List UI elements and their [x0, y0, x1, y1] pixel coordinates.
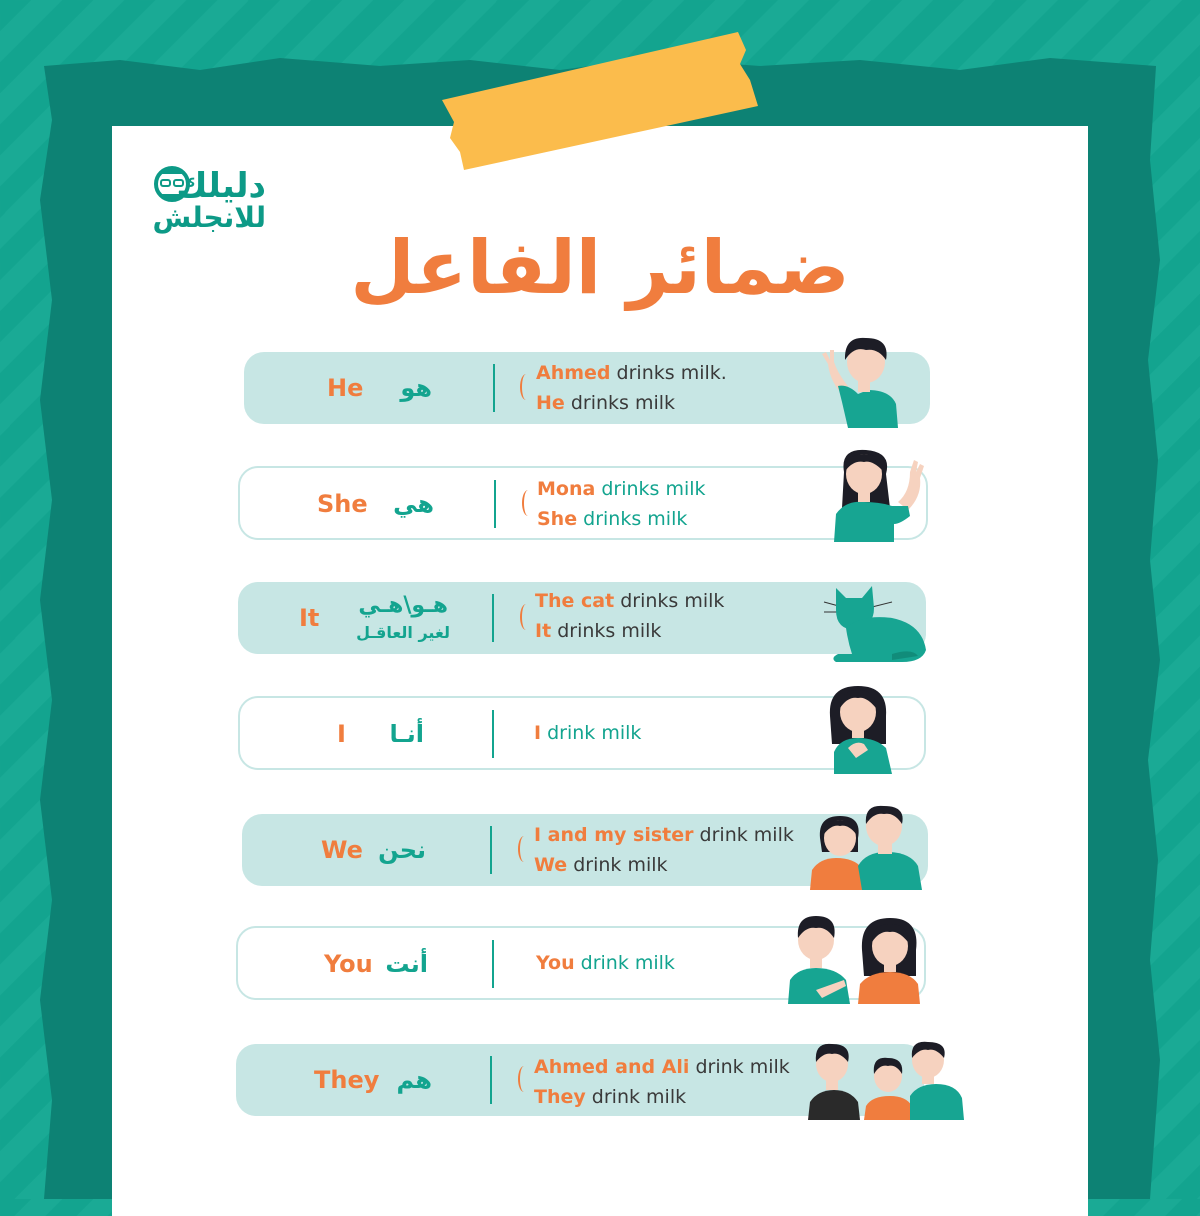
- pronoun-en: She: [317, 490, 368, 518]
- pronoun-ar: هي: [393, 490, 434, 518]
- example-line-1: The cat drinks milk: [535, 590, 725, 612]
- example-line-2: He drinks milk: [536, 392, 676, 414]
- pronoun-en: It: [299, 604, 320, 632]
- pronoun-en: They: [314, 1066, 380, 1094]
- logo: [152, 166, 266, 234]
- example-line-1: I drink milk: [534, 722, 642, 744]
- row-she: [238, 466, 928, 540]
- logo-line-1: دليلك: [176, 166, 266, 206]
- tape-strip: [440, 30, 760, 170]
- example-line-1: Mona drinks milk: [537, 478, 706, 500]
- example-line-2: She drinks milk: [537, 508, 688, 530]
- pronoun-ar: أنـا: [389, 720, 424, 748]
- pronoun-ar: أنت: [385, 950, 428, 978]
- example-line-2: It drinks milk: [535, 620, 662, 642]
- pronoun-ar: هـو\هـي: [358, 593, 448, 618]
- boy-waving-illustration: [818, 334, 908, 428]
- girl-and-boy-illustration: [806, 802, 926, 890]
- girl-waving-illustration: [830, 448, 930, 542]
- pronoun-ar: هو: [400, 374, 432, 402]
- three-boys-illustration: [806, 1040, 966, 1120]
- pronoun-ar-note: لغير العاقـل: [356, 623, 450, 642]
- bracket-icon: [520, 604, 532, 630]
- cat-illustration: [822, 584, 928, 664]
- divider: [492, 594, 494, 642]
- divider: [494, 480, 496, 528]
- pronoun-en: I: [337, 720, 346, 748]
- boy-pointing-and-girl-illustration: [786, 910, 922, 1004]
- row-i: [238, 696, 926, 770]
- example-line-1: Ahmed and Ali drink milk: [534, 1056, 790, 1078]
- divider: [492, 710, 494, 758]
- pronoun-ar: هم: [396, 1066, 432, 1094]
- bracket-icon: [518, 1066, 530, 1092]
- example-line-2: They drink milk: [534, 1086, 687, 1108]
- divider: [492, 940, 494, 988]
- example-line-1: I and my sister drink milk: [534, 824, 794, 846]
- example-line-1: You drink milk: [536, 952, 675, 974]
- logo-line-2: للانجلش: [152, 201, 266, 234]
- pronoun-en: He: [327, 374, 364, 402]
- pronoun-ar: نحن: [378, 836, 426, 864]
- example-line-2: We drink milk: [534, 854, 668, 876]
- bracket-icon: [518, 836, 530, 862]
- bracket-icon: [520, 374, 532, 400]
- girl-pointing-self-illustration: [826, 682, 896, 774]
- divider: [493, 364, 495, 412]
- divider: [490, 1056, 492, 1104]
- pronoun-en: You: [324, 950, 373, 978]
- page-title: ضمائر الفاعل: [350, 225, 850, 311]
- divider: [490, 826, 492, 874]
- example-line-1: Ahmed drinks milk.: [536, 362, 727, 384]
- bracket-icon: [522, 490, 534, 516]
- pronoun-en: We: [321, 836, 363, 864]
